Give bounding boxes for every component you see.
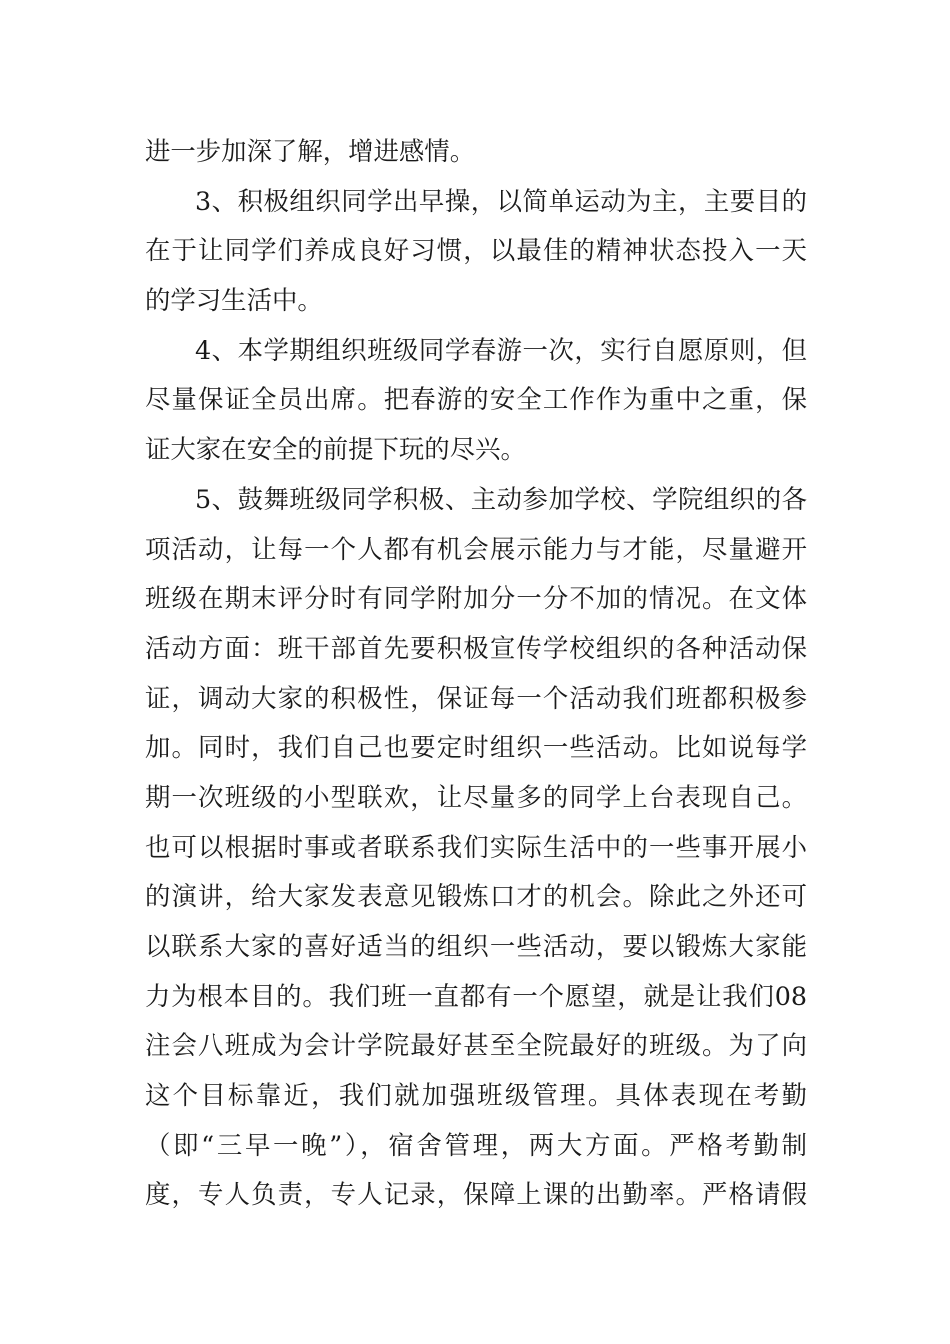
text-line: 班级在期末评分时有同学附加分一分不加的情况。在文体 [145, 583, 807, 614]
text-line: 期一次班级的小型联欢，让尽量多的同学上台表现自己。 [145, 781, 807, 812]
text-line: 度，专人负责，专人记录，保障上课的出勤率。严格请假 [145, 1179, 807, 1210]
paragraph-3-start: 3、积极组织同学出早操，以简单运动为主，主要目的 [195, 185, 807, 216]
text-line: 的演讲，给大家发表意见锻炼口才的机会。除此之外还可 [145, 881, 807, 912]
text-line: 项活动，让每一个人都有机会展示能力与才能，尽量避开 [145, 533, 807, 564]
text-line: 尽量保证全员出席。把春游的安全工作作为重中之重，保 [145, 384, 807, 415]
text-line: 证大家在安全的前提下玩的尽兴。 [145, 434, 526, 465]
text-line: （即“三早一晚”），宿舍管理，两大方面。严格考勤制 [145, 1129, 807, 1160]
text-line: 也可以根据时事或者联系我们实际生活中的一些事开展小 [145, 831, 807, 862]
text-line: 证，调动大家的积极性，保证每一个活动我们班都积极参 [145, 682, 807, 713]
paragraph-4-start: 4、本学期组织班级同学春游一次，实行自愿原则，但 [195, 334, 807, 365]
text-line: 进一步加深了解，增进感情。 [145, 136, 476, 166]
text-line: 以联系大家的喜好适当的组织一些活动，要以锻炼大家能 [145, 931, 807, 961]
text-line: 加。同时，我们自己也要定时组织一些活动。比如说每学 [145, 732, 807, 763]
text-line: 注会八班成为会计学院最好甚至全院最好的班级。为了向 [145, 1030, 807, 1061]
text-line: 这个目标靠近，我们就加强班级管理。具体表现在考勤 [145, 1080, 807, 1111]
text-line: 活动方面：班干部首先要积极宣传学校组织的各种活动保 [145, 632, 807, 663]
text-line: 的学习生活中。 [145, 285, 323, 316]
body-text [145, 127, 807, 1220]
text-line: 力为根本目的。我们班一直都有一个愿望，就是让我们08 [145, 980, 807, 1011]
paragraph-5-start: 5、鼓舞班级同学积极、主动参加学校、学院组织的各 [195, 483, 807, 514]
text-line: 在于让同学们养成良好习惯，以最佳的精神状态投入一天 [145, 235, 807, 266]
